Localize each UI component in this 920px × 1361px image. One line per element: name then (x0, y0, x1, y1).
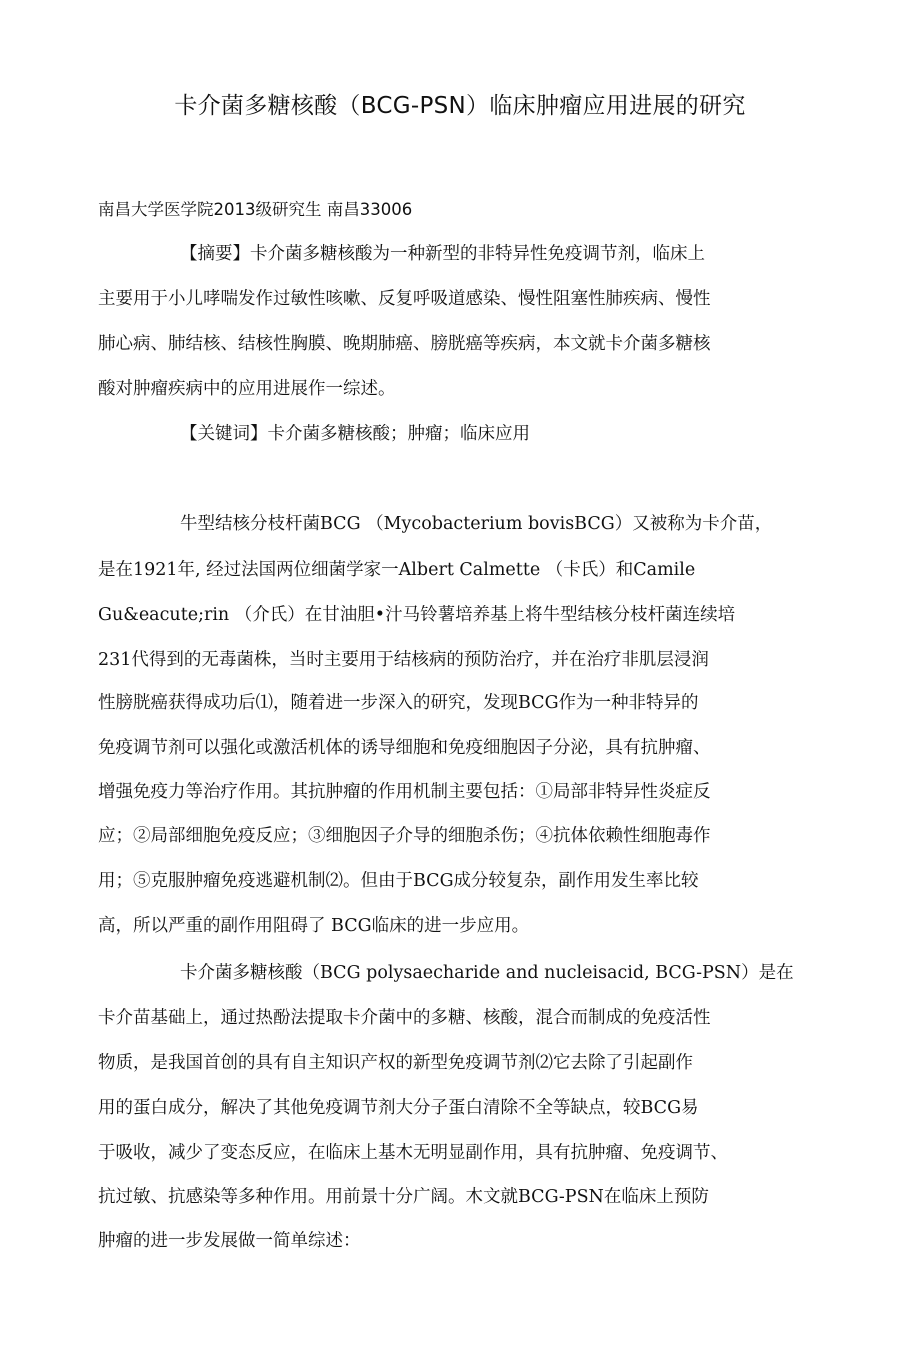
paragraph-line: 抗过敏、抗感染等多种作用。用前景十分广阔。木文就BCG-PSN在临床上预防 (98, 1187, 709, 1207)
paragraph-line: 免疫调节剂可以强化或激活机体的诱导细胞和免疫细胞因子分泌，具有抗肿瘤、 (98, 738, 711, 758)
paragraph-line: 卡介苗基础上，通过热酚法提取卡介菌中的多糖、核酸，混合而制成的免疫活性 (98, 1008, 711, 1028)
paragraph-line: 肿瘤的进一步发展做一简单综述： (98, 1231, 361, 1251)
page-title: 卡介菌多糖核酸（BCG-PSN）临床肿瘤应用进展的研究 (174, 93, 746, 119)
paragraph-line: 高，所以严重的副作用阻碍了 BCG临床的进一步应用。 (98, 916, 530, 936)
keywords-line: 【关键词】卡介菌多糖核酸；肿瘤；临床应用 (180, 424, 530, 444)
paragraph-line: 用；⑤克服肿瘤免疫逃避机制⑵。但由于BCG成分较复杂，副作用发生率比较 (98, 871, 699, 891)
paragraph-line: Gu&eacute;rin （介氏）在甘油胆•汁马铃薯培养基上将牛型结核分枝杆菌连续培 (98, 605, 736, 625)
paragraph-line: 牛型结核分枝杆菌BCG （Mycobacterium bovisBCG）又被称为卡介苗， (180, 514, 773, 534)
paragraph-line: 物质，是我国首创的具有自主知识产权的新型免疫调节剂⑵它去除了引起副作 (98, 1053, 693, 1073)
paragraph-line: 用的蛋白成分，解决了其他免疫调节剂大分子蛋白清除不全等缺点，较BCG易 (98, 1098, 699, 1118)
abstract-line: 肺心病、肺结核、结核性胸膜、晚期肺癌、膀胱癌等疾病，本文就卡介菌多糖核 (98, 334, 711, 354)
paragraph-line: 231代得到的无毒菌株，当时主要用于结核病的预防治疗，并在治疗非肌层浸润 (98, 650, 709, 670)
author-affiliation: 南昌大学医学院2013级研究生 南昌33006 (98, 200, 413, 219)
paragraph-line: 是在1921年, 经过法国两位细菌学家一Albert Calmette （卡氏）和Camile (98, 560, 696, 580)
abstract-line: 酸对肿瘤疾病中的应用进展作一综述。 (98, 379, 396, 399)
paragraph-line: 性膀胱癌获得成功后⑴，随着进一步深入的研究，发现BCG作为一种非特异的 (98, 693, 699, 713)
paragraph-line: 于吸收，减少了变态反应，在临床上基木无明显副作用，具有抗肿瘤、免疫调节、 (98, 1143, 728, 1163)
paragraph-line: 卡介菌多糖核酸（BCG polysaecharide and nucleisacid, BCG-PSN）是在 (180, 963, 794, 983)
paragraph-line: 增强免疫力等治疗作用。其抗肿瘤的作用机制主要包括：①局部非特异性炎症反 (98, 782, 711, 802)
paragraph-line: 应；②局部细胞免疫反应；③细胞因子介导的细胞杀伤；④抗体依赖性细胞毒作 (98, 826, 711, 846)
abstract-line: 主要用于小儿哮喘发作过敏性咳嗽、反复呼吸道感染、慢性阻塞性肺疾病、慢性 (98, 289, 711, 309)
abstract-line: 【摘要】卡介菌多糖核酸为一种新型的非特异性免疫调节剂，临床上 (180, 244, 705, 264)
